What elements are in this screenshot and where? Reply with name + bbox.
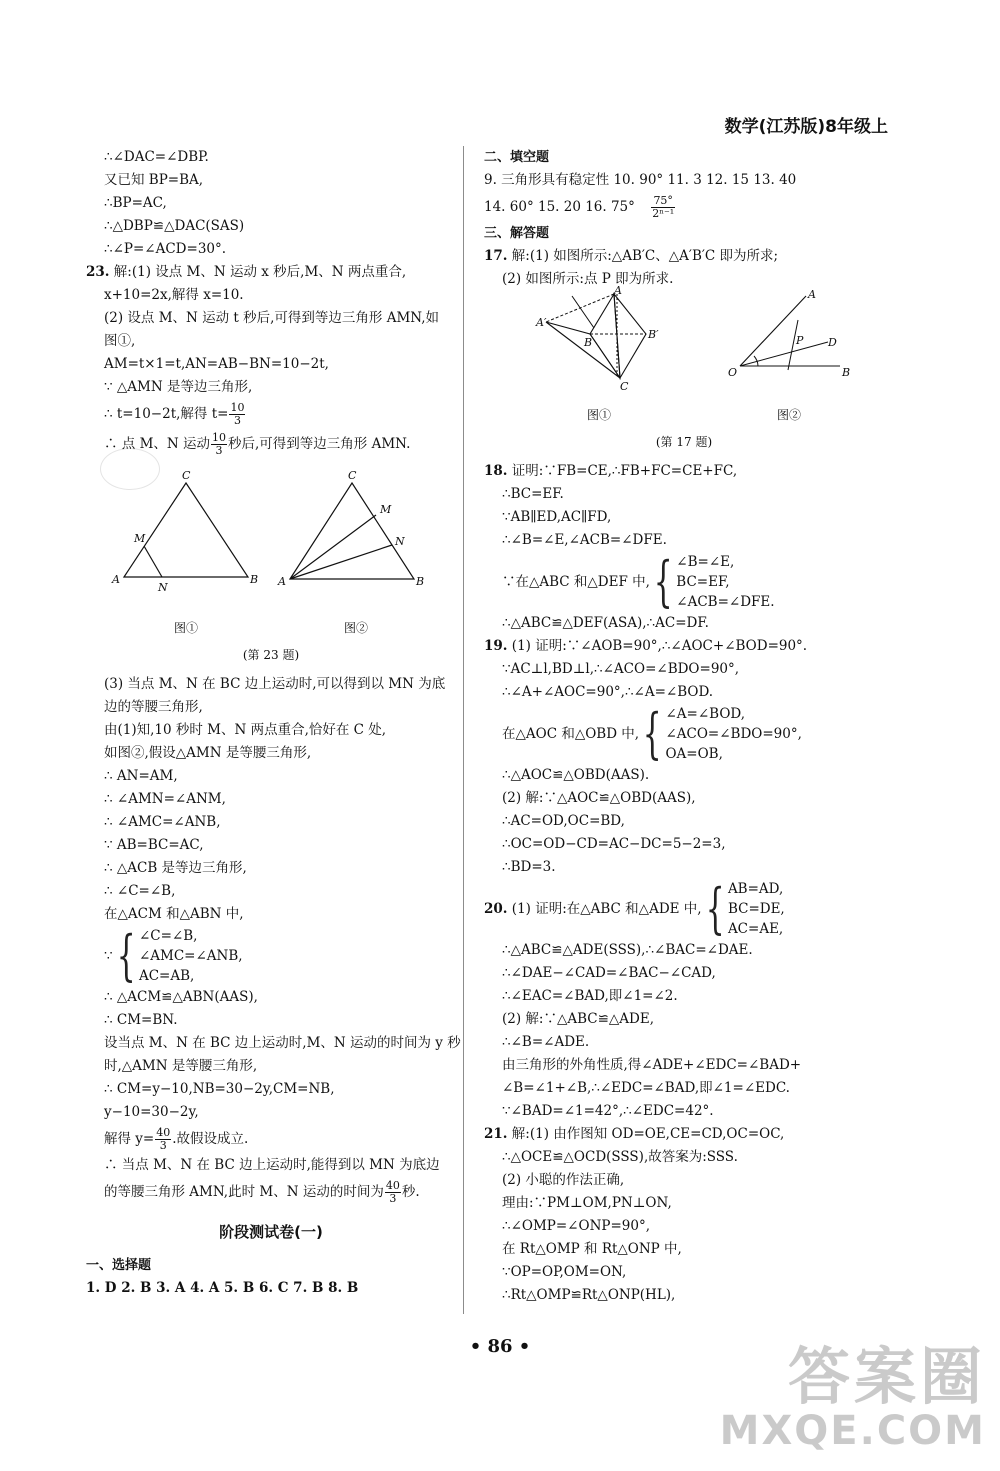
vertex-label: C xyxy=(182,469,191,482)
angle-diagram-17-2 xyxy=(724,286,854,396)
text-line: ∴△ABC≌△ADE(SSS),∴∠BAC=∠DAE. xyxy=(502,942,753,958)
text-span: (1) 证明:在△ABC 和△ADE 中, xyxy=(511,900,702,917)
text-line: 解:(1) 如图所示:△AB′C、△A′B′C 即为所求; xyxy=(511,248,779,264)
text-line: 如图②,假设△AMN 是等腰三角形, xyxy=(104,745,312,761)
vertex-label: A xyxy=(278,575,286,588)
text-line-with-fraction xyxy=(86,399,456,429)
vertex-label: M xyxy=(134,532,146,545)
text-line: ∠B=∠1+∠B,∴∠EDC=∠BAD,即∠1=∠EDC. xyxy=(502,1080,790,1096)
fraction xyxy=(155,1127,171,1152)
text-span: .故假设成立. xyxy=(172,1131,249,1147)
vertex-label: A xyxy=(808,288,816,301)
text-line: x+10=2x,解得 x=10. xyxy=(104,287,244,303)
brace-item: ∠ACO=∠BDO=90°, xyxy=(665,726,802,742)
text-line: 由(1)知,10 秒时 M、N 两点重合,恰好在 C 处, xyxy=(104,722,387,738)
brace-item: AC=AE, xyxy=(727,921,784,937)
brace-item: AC=AB, xyxy=(138,968,195,984)
figure-23 xyxy=(86,465,456,640)
text-line: AM=t×1=t,AN=AB−BN=10−2t, xyxy=(104,356,329,372)
question-23-line xyxy=(86,261,456,284)
section-heading: 二、填空题 xyxy=(484,150,550,165)
vertex-label: A xyxy=(614,286,622,297)
figure-caption: (第 17 题) xyxy=(655,435,713,449)
fraction-numerator: 10 xyxy=(230,401,245,414)
text-line: ∵AC⊥l,BD⊥l,∴∠ACO=∠BDO=90°, xyxy=(502,661,740,677)
text-line: ∴∠P=∠ACD=30°. xyxy=(104,241,227,257)
question-number: 19. xyxy=(484,638,508,654)
text-line: (2) 设点 M、N 运动 t 秒后,可得到等边三角形 AMN,如 xyxy=(104,310,440,326)
text-line: ∴△ABC≌△DEF(ASA),∴AC=DF. xyxy=(502,615,709,631)
vertex-label: M xyxy=(380,503,392,516)
text-line-with-fraction xyxy=(86,1124,456,1154)
text-span: 秒. xyxy=(401,1184,420,1200)
text-line: 理由:∵PM⊥OM,PN⊥ON, xyxy=(502,1195,672,1211)
watermark-text: 答案圈 xyxy=(787,1340,986,1413)
text-line: 由三角形的外角性质,得∠ADE+∠EDC=∠BAD+ xyxy=(502,1057,802,1073)
brace-items xyxy=(728,879,785,939)
text-span: 的等腰三角形 AMN,此时 M、N 运动的时间为 xyxy=(104,1184,384,1200)
brace-item: ∠A=∠BOD, xyxy=(665,706,746,722)
text-line: ∴∠DAC=∠DBP. xyxy=(104,149,209,165)
text-line: ∴△AOC≌△OBD(AAS). xyxy=(502,767,650,783)
vertex-label: C xyxy=(348,469,357,482)
brace-item: AB=AD, xyxy=(727,881,784,897)
figure-label: 图② xyxy=(343,621,368,635)
vertex-label: O xyxy=(728,366,738,379)
watermark-logo xyxy=(719,1340,986,1454)
figure-label: 图① xyxy=(173,621,198,635)
text-line: ∵OP=OP,OM=ON, xyxy=(502,1264,627,1280)
figure-17-2 xyxy=(724,286,854,427)
text-line: ∴ 当点 M、N 在 BC 边上运动时,能得到以 MN 为底边 xyxy=(104,1157,440,1173)
brace-symbol: { xyxy=(653,550,673,613)
fraction-denominator: 3 xyxy=(215,444,223,457)
page-header: 数学(江苏版)8年级上 xyxy=(724,117,888,137)
figure-23-1 xyxy=(106,469,266,640)
question-number: 18. xyxy=(484,463,508,479)
question-number: 20. xyxy=(484,900,508,917)
text-line: 在△ACM 和△ABN 中, xyxy=(104,906,244,922)
text-line: ∴BC=EF. xyxy=(502,486,564,502)
fraction-numerator: 40 xyxy=(156,1126,171,1139)
brace-symbol: { xyxy=(705,877,725,940)
text-line: (1) 证明:∵∠AOB=90°,∴∠AOC+∠BOD=90°. xyxy=(511,638,808,654)
test-title: 阶段测试卷(一) xyxy=(219,1223,323,1241)
fraction xyxy=(211,432,227,457)
vertex-label: A xyxy=(112,573,120,586)
text-line: (2) 解:∵△ABC≌△ADE, xyxy=(502,1011,655,1027)
fill-answers-2 xyxy=(484,192,884,222)
text-line: 解:(1) 设点 M、N 运动 x 秒后,M、N 两点重合, xyxy=(113,264,407,280)
fraction-denominator: 3 xyxy=(389,1192,397,1205)
question-number: 17. xyxy=(484,248,508,264)
triangle-diagram-1 xyxy=(106,469,266,609)
fraction xyxy=(229,402,245,427)
text-line: ∴BD=3. xyxy=(502,859,556,875)
text-span: 在△AOC 和△OBD 中, xyxy=(502,725,640,742)
text-line: 边的等腰三角形, xyxy=(104,699,203,715)
text-line: ∴△DBP≌△DAC(SAS) xyxy=(104,218,245,234)
text-line: (3) 当点 M、N 在 BC 边上运动时,可以得到以 MN 为底 xyxy=(104,676,446,692)
figure-17-1 xyxy=(534,286,664,427)
triangle-diagram-2 xyxy=(276,469,436,609)
brace-items xyxy=(665,704,801,764)
text-line: 解:(1) 由作图知 OD=OE,CE=CD,OC=OC, xyxy=(511,1126,785,1142)
text-line: 又已知 BP=BA, xyxy=(104,172,204,188)
fraction-numerator: 75° xyxy=(651,195,675,208)
text-line: (2) 解:∵△AOC≌△OBD(AAS), xyxy=(502,790,696,806)
vertex-label: A′ xyxy=(536,316,547,329)
fraction-denominator: 3 xyxy=(233,414,241,427)
text-line-with-fraction xyxy=(86,429,456,459)
text-line: ∴BP=AC, xyxy=(104,195,167,211)
text-line: y−10=30−2y, xyxy=(104,1104,199,1120)
text-line: ∵ AB=BC=AC, xyxy=(104,837,204,853)
text-line: ∵ △AMN 是等边三角形, xyxy=(104,379,253,395)
text-line: ∴ AN=AM, xyxy=(104,768,178,784)
brace-group xyxy=(484,552,884,612)
text-line: ∴△OCE≌△OCD(SSS),故答案为:SSS. xyxy=(502,1149,738,1165)
left-column xyxy=(86,146,461,1300)
triangle-diagram-17-1 xyxy=(534,286,664,396)
right-column xyxy=(484,146,884,1307)
text-span: ∴ t=10−2t,解得 t= xyxy=(104,406,229,422)
vertex-label: B xyxy=(416,575,425,588)
text-line: ∴∠A+∠AOC=90°,∴∠A=∠BOD. xyxy=(502,684,714,700)
choice-answers: 1. D 2. B 3. A 4. A 5. B 6. C 7. B 8. B xyxy=(86,1280,359,1296)
brace-items xyxy=(676,552,774,612)
fraction-numerator: 10 xyxy=(212,431,227,444)
fraction-denominator: 2ⁿ⁻¹ xyxy=(652,207,675,220)
brace-item: ∠ACB=∠DFE. xyxy=(676,594,775,610)
text-line-with-fraction xyxy=(86,1177,456,1207)
text-line: (2) 小聪的作法正确, xyxy=(502,1172,625,1188)
text-line: 在 Rt△OMP 和 Rt△ONP 中, xyxy=(502,1241,682,1257)
text-line: ∴ △ACM≌△ABN(AAS), xyxy=(104,989,258,1005)
text-span: 解得 y= xyxy=(104,1131,155,1147)
question-number: 23. xyxy=(86,264,110,280)
text-line: ∵∠BAD=∠1=42°,∴∠EDC=42°. xyxy=(502,1103,714,1119)
brace-group xyxy=(86,926,456,986)
text-line: ∵AB∥ED,AC∥FD, xyxy=(502,509,612,525)
because-symbol: ∵ xyxy=(104,947,113,964)
vertex-label: B xyxy=(584,336,593,349)
brace-symbol: { xyxy=(642,702,662,765)
vertex-label: B xyxy=(842,366,851,379)
figure-17 xyxy=(484,286,884,427)
text-line: (2) 如图所示:点 P 即为所求. xyxy=(502,271,674,287)
vertex-label: N xyxy=(395,535,405,548)
fraction xyxy=(651,195,675,220)
fraction-denominator: 3 xyxy=(159,1139,167,1152)
page-number: • 86 • xyxy=(469,1336,531,1357)
section-heading: 三、解答题 xyxy=(484,226,550,241)
text-span: 14. 60° 15. 20 16. 75° xyxy=(484,199,635,215)
fraction xyxy=(385,1180,401,1205)
text-line: ∴∠B=∠E,∠ACB=∠DFE. xyxy=(502,532,667,548)
brace-item: BC=EF, xyxy=(676,574,730,590)
text-line: ∴∠B=∠ADE. xyxy=(502,1034,590,1050)
brace-item: ∠B=∠E, xyxy=(676,554,735,570)
brace-item: ∠AMC=∠ANB, xyxy=(138,948,243,964)
text-line: 时,△AMN 是等腰三角形, xyxy=(104,1058,258,1074)
text-line: ∴∠DAE−∠CAD=∠BAC−∠CAD, xyxy=(502,965,716,981)
text-line: ∴Rt△OMP≌Rt△ONP(HL), xyxy=(502,1287,676,1303)
text-line: ∴∠EAC=∠BAD,即∠1=∠2. xyxy=(502,988,678,1004)
vertex-label: B xyxy=(250,573,259,586)
fraction-numerator: 40 xyxy=(385,1179,400,1192)
question-number: 21. xyxy=(484,1126,508,1142)
text-line: ∴ ∠AMC=∠ANB, xyxy=(104,814,221,830)
text-span: 秒后,可得到等边三角形 AMN. xyxy=(228,436,411,452)
figure-caption: (第 23 题) xyxy=(242,648,300,662)
text-span: ∴ 点 M、N 运动 xyxy=(104,436,211,452)
text-line: 证明:∵FB=CE,∴FB+FC=CE+FC, xyxy=(511,463,738,479)
text-line: 图①, xyxy=(104,333,136,349)
figure-23-2 xyxy=(276,469,436,640)
text-line: ∴OC=OD−CD=AC−DC=5−2=3, xyxy=(502,836,726,852)
text-line: ∴AC=OD,OC=BD, xyxy=(502,813,625,829)
text-line: ∴∠OMP=∠ONP=90°, xyxy=(502,1218,650,1234)
vertex-label: C xyxy=(620,380,629,393)
question-20-brace xyxy=(484,879,884,939)
watermark-url: MXQE.COM xyxy=(719,1408,986,1454)
text-line: ∴ ∠C=∠B, xyxy=(104,883,176,899)
brace-item: BC=DE, xyxy=(727,901,785,917)
text-line: ∴ CM=y−10,NB=30−2y,CM=NB, xyxy=(104,1081,335,1097)
text-span: ∵在△ABC 和△DEF 中, xyxy=(502,573,650,590)
text-line: 设当点 M、N 在 BC 边上运动时,M、N 运动的时间为 y 秒 xyxy=(104,1035,461,1051)
vertex-label: N xyxy=(158,581,168,594)
brace-items xyxy=(139,926,243,986)
vertex-label: D xyxy=(828,336,837,349)
text-line: ∴ ∠AMN=∠ANM, xyxy=(104,791,226,807)
figure-label: 图① xyxy=(586,408,611,422)
text-line: ∴ △ACB 是等边三角形, xyxy=(104,860,247,876)
fill-answers-1: 9. 三角形具有稳定性 10. 90° 11. 3 12. 15 13. 40 xyxy=(484,172,797,188)
brace-group xyxy=(484,704,884,764)
text-line: ∴ CM=BN. xyxy=(104,1012,178,1028)
vertex-label: P xyxy=(796,334,804,347)
vertex-label: B′ xyxy=(648,328,659,341)
brace-item: ∠C=∠B, xyxy=(138,928,198,944)
section-heading: 一、选择题 xyxy=(86,1258,152,1273)
figure-label: 图② xyxy=(776,408,801,422)
brace-item: OA=OB, xyxy=(665,746,723,762)
column-divider xyxy=(463,146,464,1314)
brace-symbol: { xyxy=(116,924,136,987)
